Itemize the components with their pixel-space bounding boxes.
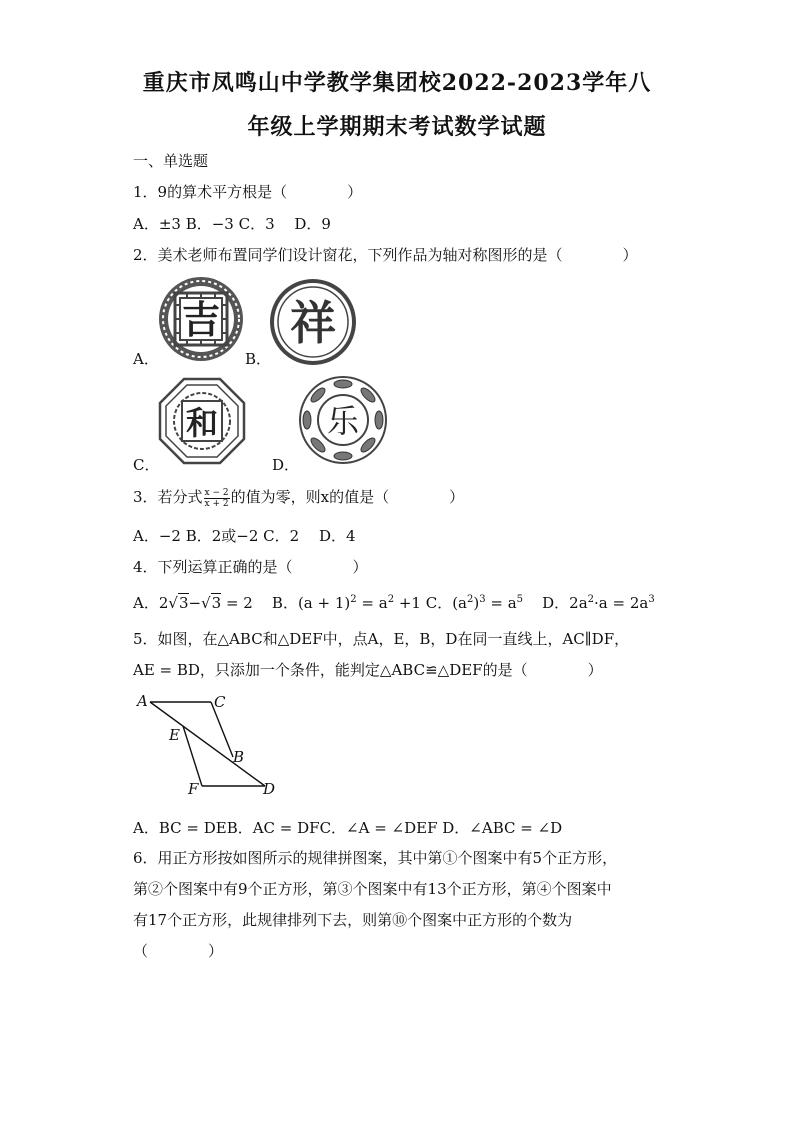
section-heading: 一、单选题 [133, 152, 209, 170]
window-flower-le-image [298, 375, 388, 465]
opt-a-coef: 2 [158, 594, 169, 612]
window-flower-xiang-image [268, 277, 358, 367]
question-3-stem [133, 486, 464, 509]
opt-d-mid: ·a = 2a [594, 594, 649, 612]
point-b-label: B [233, 748, 245, 766]
point-c-label: C [214, 693, 226, 711]
question-4-options: A．2√3−√3 = 2 B．$(a + 1)^2 = a^2 +1$ C．$(a^2)^3 = a^5$ D．$2a^2\cdot a = 2a^3$ [133, 594, 655, 612]
opt-b-text: B．(a + 1) [271, 594, 351, 612]
exp: 5 [516, 594, 524, 605]
option-d-label: D． [272, 456, 300, 474]
opt-c-base: (a [452, 594, 467, 612]
he-character: 和 [185, 404, 219, 442]
opt-b-rest: = a [356, 594, 388, 612]
question-5-options: A．BC = DEB．AC = DFC．∠A = ∠DEF D．∠ABC = ∠D [133, 819, 563, 837]
exp: 2 [387, 594, 395, 605]
option-c-label: C． [133, 456, 160, 474]
question-4-stem: 4．下列运算正确的是（ ） [133, 558, 368, 576]
question-6-line-3: 有17个正方形，此规律排列下去，则第⑩个图案中正方形的个数为 [133, 911, 573, 929]
geometry-figure [133, 688, 283, 803]
option-a-label: A． [133, 350, 159, 368]
le-character: 乐 [326, 402, 360, 440]
exp: 3 [479, 594, 486, 605]
exam-title-line-2: 年级上学期期末考试数学试题 [247, 114, 547, 140]
opt-c-mid: ) [473, 594, 480, 612]
opt-a-radicand-1: 3 [178, 594, 189, 612]
question-5-line-2: AE = BD，只添加一个条件，能判定△ABC≌△DEF的是（ ） [133, 661, 603, 679]
opt-a-minus: − [188, 594, 202, 612]
point-d-label: D [263, 780, 276, 798]
exam-title-line-1: 重庆市凤鸣山中学教学集团校2022-2023学年八 [142, 70, 652, 96]
question-6-line-2: 第②个图案中有9个正方形，第③个图案中有13个正方形，第④个图案中 [133, 880, 612, 898]
opt-c-rest: = a [485, 594, 517, 612]
question-1-options: A．±3 B．−3 C．3 D．9 [133, 215, 331, 233]
question-6-line-4: （ ） [133, 942, 224, 960]
fraction-denominator: x + 2 [204, 498, 229, 509]
opt-d-text: D．2a [542, 594, 588, 612]
question-6-line-1: 6．用正方形按如图所示的规律拼图案，其中第①个图案中有5个正方形， [133, 849, 618, 867]
point-f-label: F [188, 780, 199, 798]
opt-a-radicand-2: 3 [211, 594, 222, 612]
opt-b-tail: +1 C． [394, 594, 453, 612]
exp: 2 [587, 594, 595, 605]
question-5-line-1: 5．如图，在△ABC和△DEF中，点A，E，B，D在同一直线上，AC∥DF， [133, 630, 630, 648]
ji-character: 吉 [181, 298, 221, 342]
fraction [204, 488, 230, 509]
exp: 3 [648, 594, 655, 605]
option-b-label: B． [245, 350, 272, 368]
point-a-label: A [137, 692, 148, 710]
question-3-stem-post: 的值为零，则x的值是（ ） [230, 488, 465, 506]
window-flower-ji-image [157, 275, 245, 363]
opt-a-label: A． [133, 594, 159, 612]
question-2-stem: 2．美术老师布置同学们设计窗花，下列作品为轴对称图形的是（ ） [133, 246, 638, 264]
exp: 2 [350, 594, 357, 605]
point-e-label: E [169, 726, 180, 744]
window-flower-he-image [158, 377, 246, 465]
question-3-options: A．−2 B．2或−2 C．2 D．4 [133, 527, 356, 545]
question-3-stem-pre: 3．若分式 [133, 488, 203, 506]
exp: 2 [467, 594, 474, 605]
xiang-character: 祥 [290, 296, 336, 350]
question-1-stem: 1．9的算术平方根是（ ） [133, 183, 363, 201]
fraction-numerator: x − 2 [204, 487, 229, 498]
opt-a-rest: = 2 [221, 594, 253, 612]
